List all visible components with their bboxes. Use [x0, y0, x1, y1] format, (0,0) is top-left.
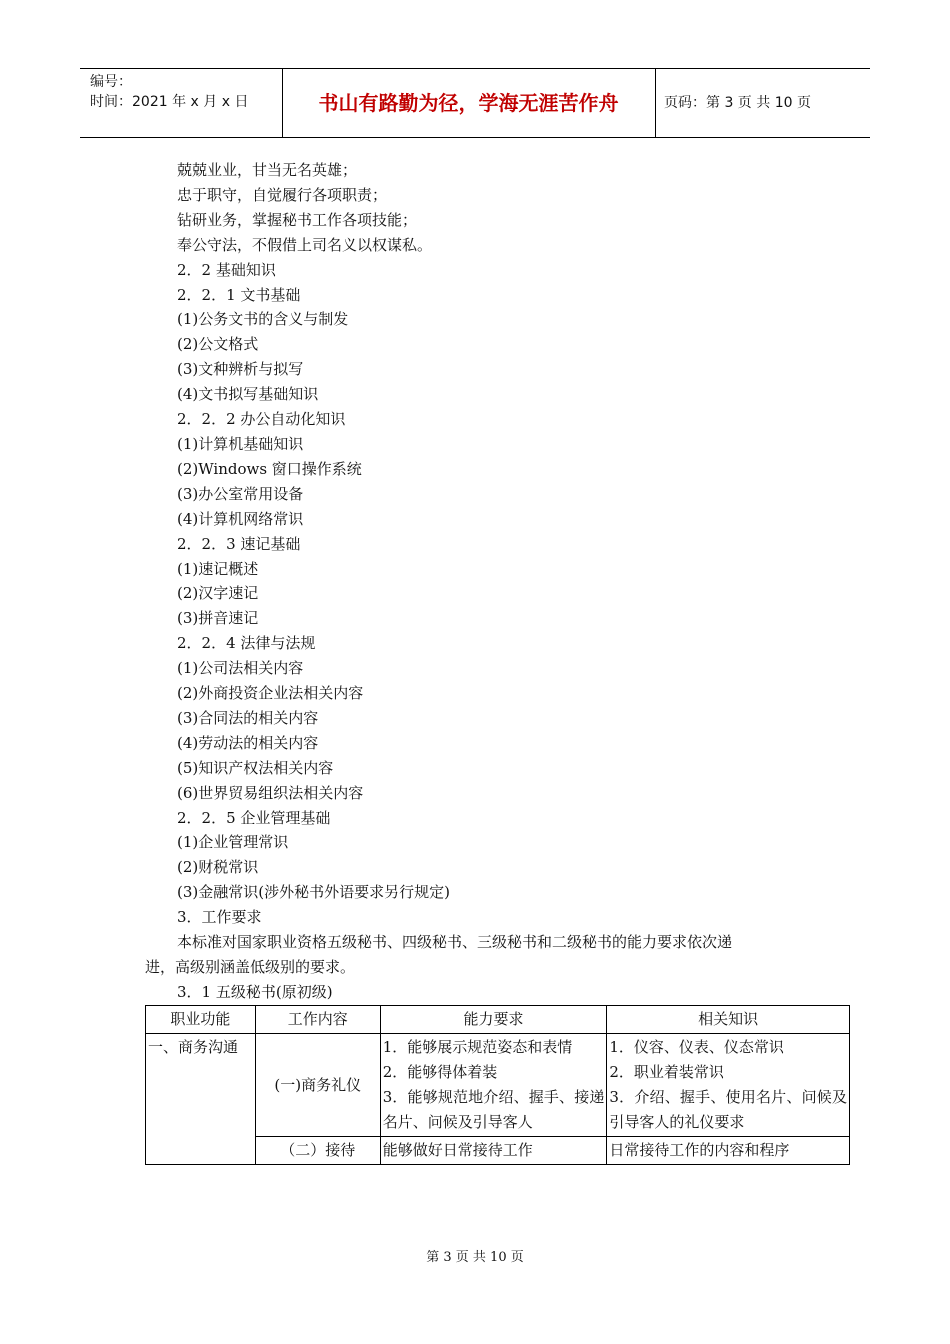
- content-cell: (一)商务礼仪: [255, 1034, 380, 1137]
- requirements-table: [145, 1005, 850, 1165]
- list-item: (2)公文格式: [177, 335, 259, 354]
- list-item: (4)计算机网络常识: [177, 509, 304, 528]
- content-cell: （二）接待: [255, 1137, 380, 1165]
- list-item: (2)财税常识: [177, 858, 259, 877]
- list-item: (2)外商投资企业法相关内容: [177, 684, 364, 703]
- text-line: 钻研业务，掌握秘书工作各项技能；: [177, 210, 418, 229]
- ability-item: 3．能够规范地介绍、握手、接递名片、问候及引导客人: [382, 1088, 605, 1131]
- section-heading: 2．2．2 办公自动化知识: [177, 410, 346, 429]
- list-item: (1)企业管理常识: [177, 833, 289, 852]
- header-divider: [655, 69, 656, 137]
- paragraph-line: 进，高级别涵盖低级别的要求。: [145, 958, 356, 976]
- list-item: (2)汉字速记: [177, 584, 259, 603]
- list-item: (3)金融常识(涉外秘书外语要求另行规定): [177, 883, 450, 902]
- page-footer: 第 3 页 共 10 页: [426, 1250, 524, 1265]
- table-header-row: [146, 1006, 850, 1034]
- ability-cell: 能够做好日常接待工作: [380, 1137, 607, 1165]
- list-item: (4)劳动法的相关内容: [177, 733, 319, 752]
- knowledge-cell: 日常接待工作的内容和程序: [607, 1137, 850, 1165]
- knowledge-item: 3．介绍、握手、使用名片、问候及引导客人的礼仪要求: [609, 1088, 847, 1131]
- section-heading: 2．2．4 法律与法规: [177, 634, 316, 653]
- list-item: (1)速记概述: [177, 559, 259, 578]
- ability-cell: [380, 1034, 607, 1137]
- list-item: (3)文种辨析与拟写: [177, 360, 304, 379]
- page-header: [80, 68, 870, 138]
- section-heading: 3．工作要求: [177, 908, 262, 927]
- table-header-cell: 工作内容: [255, 1006, 380, 1034]
- table-row: [146, 1034, 850, 1137]
- table-header-cell: 相关知识: [607, 1006, 850, 1034]
- list-item: (6)世界贸易组织法相关内容: [177, 783, 364, 802]
- section-heading: 2．2 基础知识: [177, 260, 276, 279]
- table-header-cell: 能力要求: [380, 1006, 607, 1034]
- document-body: [145, 158, 810, 1005]
- text-line: 奉公守法，不假借上司名义以权谋私。: [177, 235, 433, 254]
- header-page-info: 页码：第 3 页 共 10 页: [664, 95, 811, 111]
- table-header-cell: 职业功能: [146, 1006, 256, 1034]
- function-cell: 一、商务沟通: [146, 1034, 256, 1165]
- list-item: (3)办公室常用设备: [177, 484, 304, 503]
- header-info: [80, 69, 282, 137]
- knowledge-item: 1．仪容、仪表、仪态常识: [609, 1038, 784, 1056]
- list-item: (5)知识产权法相关内容: [177, 758, 334, 777]
- section-heading: 2．2．1 文书基础: [177, 285, 301, 304]
- list-item: (1)计算机基础知识: [177, 434, 304, 453]
- ability-item: 2．能够得体着装: [382, 1063, 498, 1081]
- section-heading: 3．1 五级秘书(原初级): [177, 982, 333, 1001]
- text-line: 忠于职守，自觉履行各项职责；: [177, 185, 388, 204]
- paragraph-line: 本标准对国家职业资格五级秘书、四级秘书、三级秘书和二级秘书的能力要求依次递: [177, 933, 733, 952]
- knowledge-item: 2．职业着装常识: [609, 1063, 724, 1081]
- section-heading: 2．2．3 速记基础: [177, 534, 301, 553]
- header-motto: 书山有路勤为径，学海无涯苦作舟: [318, 91, 619, 115]
- list-item: (3)拼音速记: [177, 609, 259, 628]
- list-item: (1)公司法相关内容: [177, 659, 304, 678]
- text-line: 兢兢业业，甘当无名英雄；: [177, 161, 358, 179]
- list-item: (2)Windows 窗口操作系统: [177, 459, 362, 478]
- ability-item: 1．能够展示规范姿态和表情: [382, 1038, 573, 1056]
- knowledge-cell: [607, 1034, 850, 1137]
- section-heading: 2．2．5 企业管理基础: [177, 808, 331, 827]
- document-number-label: 编号：: [90, 74, 132, 90]
- document-time-label: 时间：2021 年 x 月 x 日: [90, 94, 249, 110]
- list-item: (3)合同法的相关内容: [177, 708, 319, 727]
- list-item: (4)文书拟写基础知识: [177, 385, 319, 404]
- list-item: (1)公务文书的含义与制发: [177, 310, 349, 329]
